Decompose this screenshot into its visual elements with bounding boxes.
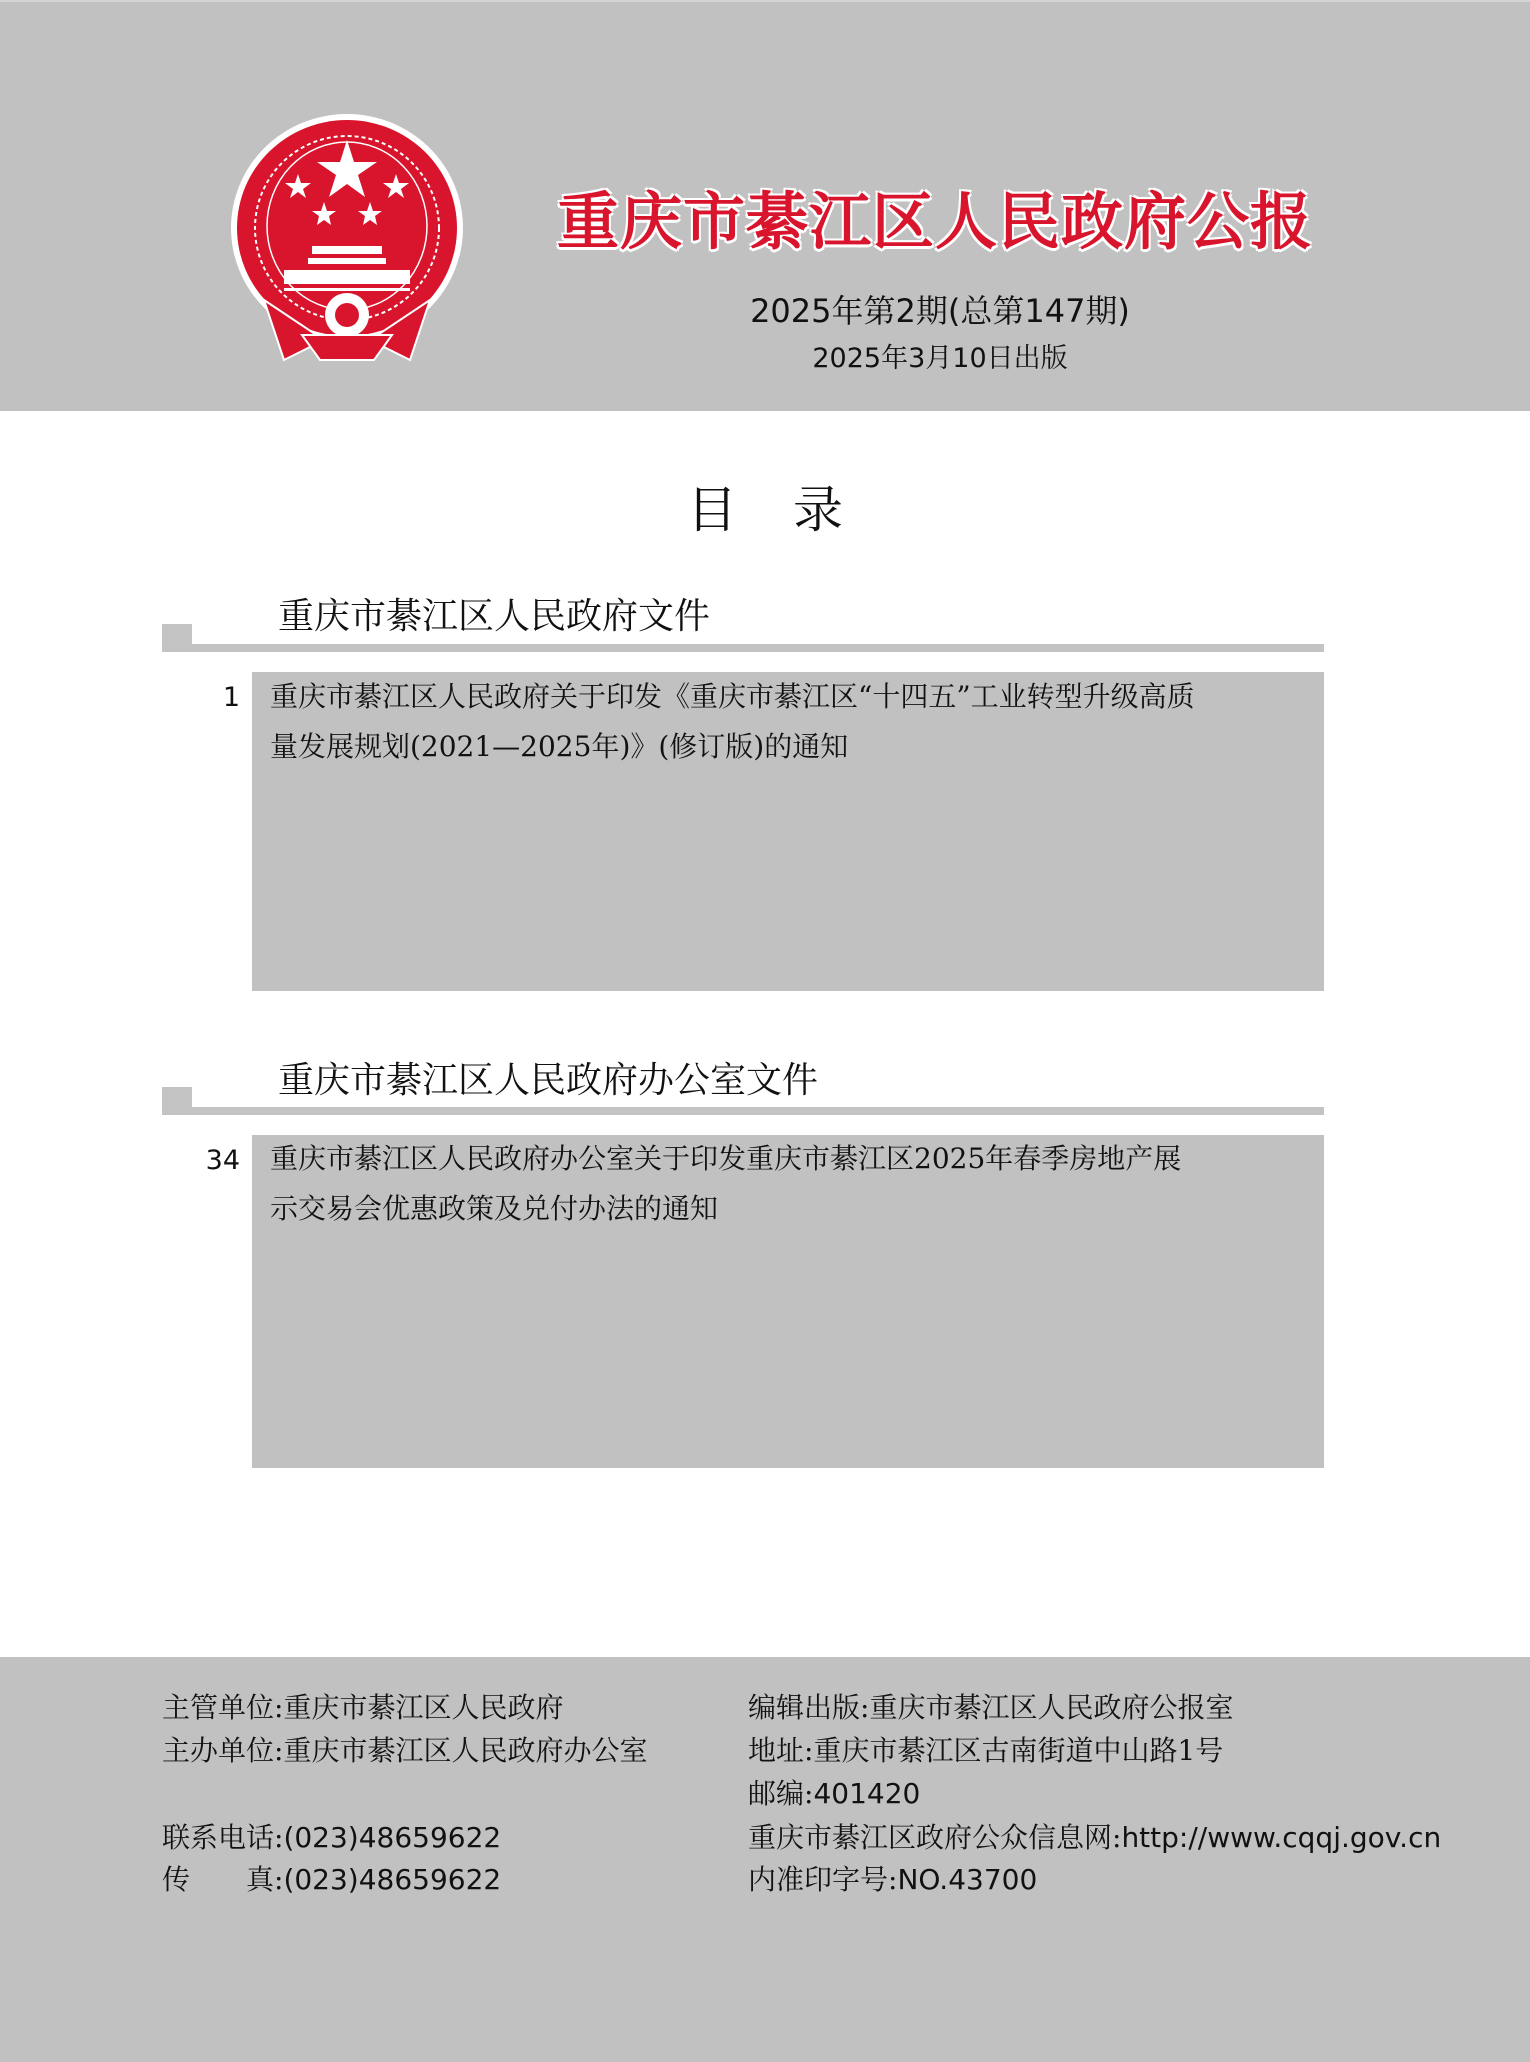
footer-editor: 编辑出版:重庆市綦江区人民政府公报室	[748, 1691, 1234, 1724]
section-tab-marker	[162, 624, 192, 644]
footer-fax: 传 真:(023)48659622	[162, 1863, 502, 1896]
toc-title: 目 录	[687, 481, 843, 539]
footer-address: 地址:重庆市綦江区古南街道中山路1号	[748, 1734, 1224, 1767]
toc-entry-page-number: 1	[222, 682, 240, 713]
toc-entry-page-number: 34	[205, 1145, 240, 1176]
footer-phone: 联系电话:(023)48659622	[162, 1821, 502, 1854]
toc-entry-title-line1: 重庆市綦江区人民政府关于印发《重庆市綦江区“十四五”工业转型升级高质	[270, 680, 1195, 713]
issue-number: 2025年第2期(总第147期)	[750, 292, 1130, 330]
section-heading: 重庆市綦江区人民政府文件	[278, 596, 711, 637]
footer-postcode: 邮编:401420	[748, 1777, 921, 1810]
toc-entry-title-line1: 重庆市綦江区人民政府办公室关于印发重庆市綦江区2025年春季房地产展	[270, 1142, 1182, 1175]
publish-date: 2025年3月10日出版	[812, 343, 1068, 374]
bulletin-title: 重庆市綦江区人民政府公报	[556, 185, 1313, 258]
toc-entry-title-line2: 量发展规划(2021—2025年)》(修订版)的通知	[270, 730, 849, 763]
toc-entry-link[interactable]	[270, 1134, 1280, 1234]
section-divider	[162, 644, 1324, 652]
website-link[interactable]: http://www.cqqj.gov.cn	[1121, 1821, 1442, 1854]
header-band	[0, 0, 1530, 411]
section-tab-marker	[162, 1087, 192, 1107]
footer-supervisor: 主管单位:重庆市綦江区人民政府	[162, 1691, 564, 1724]
footer-colophon	[0, 1657, 1530, 2062]
footer-website: 重庆市綦江区政府公众信息网:http://www.cqqj.gov.cn	[748, 1821, 1442, 1854]
section-divider	[162, 1107, 1324, 1115]
toc-entry-title-line2: 示交易会优惠政策及兑付办法的通知	[270, 1192, 719, 1225]
section-heading: 重庆市綦江区人民政府办公室文件	[278, 1060, 819, 1101]
footer-sponsor: 主办单位:重庆市綦江区人民政府办公室	[162, 1734, 648, 1767]
footer-print-permit: 内准印字号:NO.43700	[748, 1863, 1038, 1896]
toc-entry-link[interactable]	[270, 672, 1280, 772]
national-emblem-icon	[224, 110, 470, 366]
